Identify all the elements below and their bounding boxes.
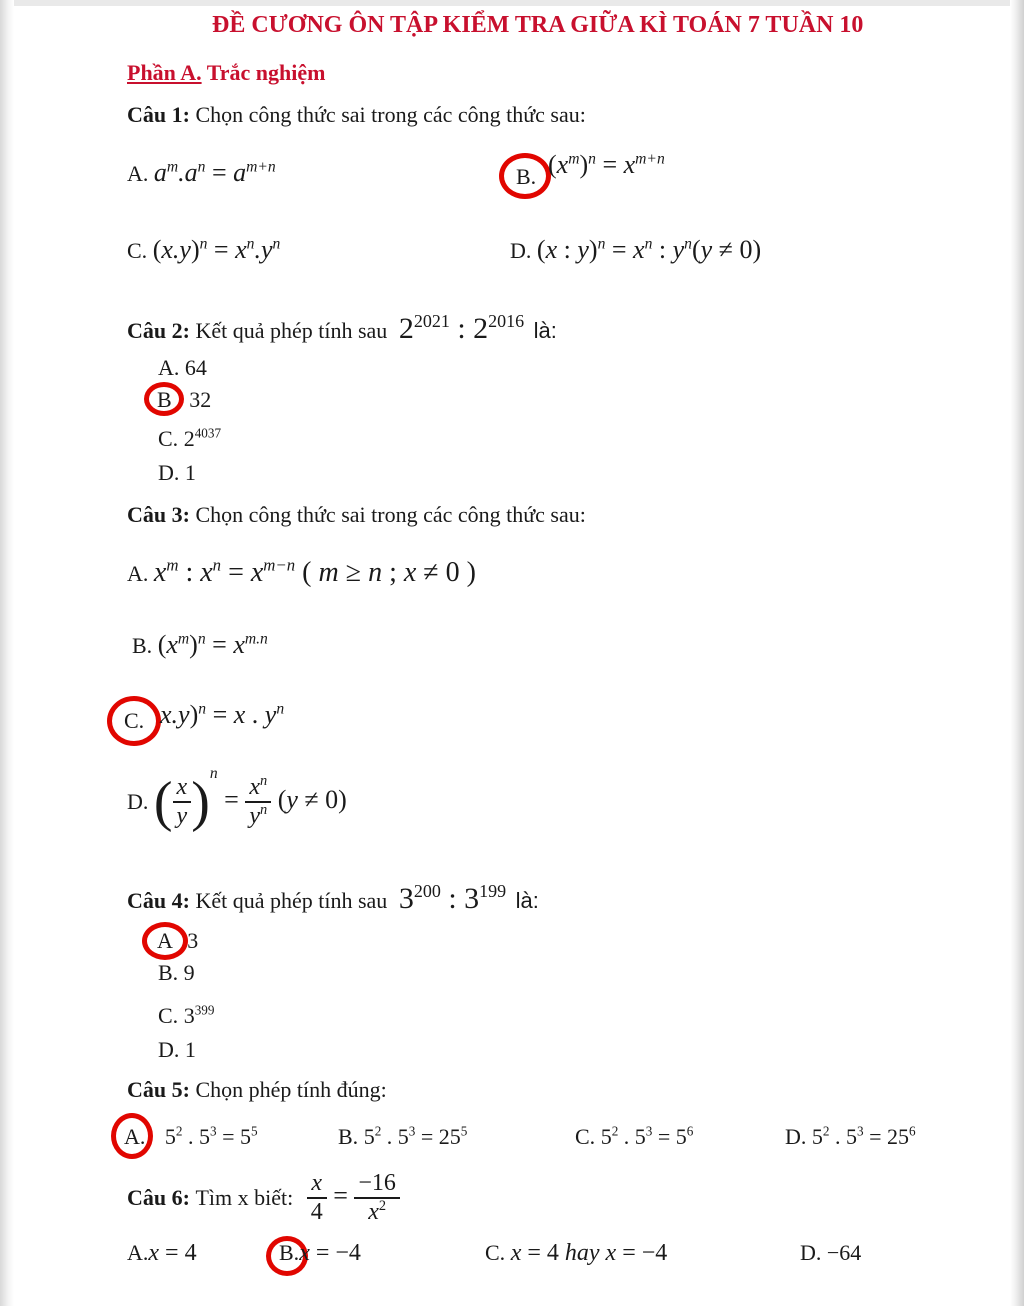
- question-3-text: Chọn công thức sai trong các công thức sau:: [195, 502, 586, 527]
- q6-option-c-connector: hay: [564, 1240, 600, 1266]
- q2-option-b[interactable]: [157, 387, 211, 413]
- left-frame-shadow: [0, 0, 14, 1306]
- question-4-text: Kết quả phép tính sau: [195, 888, 388, 913]
- question-6-stem: [127, 1170, 400, 1226]
- q5-option-b-formula: $5^2$ . $5^3 = 25^5$: [363, 1123, 468, 1149]
- q2-option-c-value: $2^{4037}$: [183, 425, 222, 451]
- question-2-label: Câu 2:: [127, 318, 190, 343]
- q5-option-d-letter: D.: [785, 1124, 807, 1149]
- q5-option-d[interactable]: [785, 1124, 916, 1150]
- q1-option-d-formula: (x : $y)^n = x^n$ : $y^n(y \ne 0)$: [536, 235, 762, 264]
- q1-option-c-formula: $(x.y)^n = x^n.y^n$: [152, 235, 281, 264]
- q6-option-a-letter: A.: [127, 1240, 149, 1265]
- q2-option-c[interactable]: [158, 426, 221, 452]
- question-2-suffix: là:: [533, 318, 557, 343]
- q2-option-b-value: 32: [189, 387, 212, 412]
- q6-option-b-formula: x = −4: [299, 1240, 361, 1266]
- q6-option-d[interactable]: D. −64: [800, 1240, 862, 1265]
- q4-option-a[interactable]: [157, 928, 198, 954]
- q5-option-b[interactable]: [338, 1124, 467, 1150]
- q3-option-b-letter: B.: [132, 633, 153, 658]
- q5-option-d-formula: $5^2$ . $5^3 = 25^6$: [811, 1123, 916, 1149]
- q4-option-c[interactable]: [158, 1003, 214, 1029]
- q1-option-a[interactable]: [127, 158, 276, 188]
- q3-option-d[interactable]: [127, 764, 347, 834]
- section-heading: [127, 60, 325, 86]
- q6-option-a[interactable]: [127, 1240, 197, 1267]
- section-name: Trắc nghiệm: [206, 60, 326, 85]
- q3-option-d-letter: D.: [127, 789, 149, 814]
- q3-option-b-formula: $(x^m)^n = x^{m.n}$: [157, 630, 268, 659]
- q3-option-c-letter: C.: [124, 708, 145, 733]
- question-1-label: Câu 1:: [127, 102, 190, 127]
- q3-option-c[interactable]: [124, 708, 144, 734]
- question-4-expression: $3^{200}$ : $3^{199}$: [398, 881, 507, 915]
- question-5-label: Câu 5:: [127, 1077, 190, 1102]
- q1-option-b[interactable]: [516, 164, 536, 190]
- q5-option-a-formula: $5^2$ . $5^3 = 5^5$: [164, 1123, 258, 1149]
- q5-option-c[interactable]: [575, 1124, 693, 1150]
- question-6-label: Câu 6:: [127, 1185, 190, 1210]
- q1-option-b-letter: B.: [516, 164, 537, 189]
- q6-option-c-formula: x = 4 hay x = −4: [510, 1240, 668, 1266]
- question-3-label: Câu 3:: [127, 502, 190, 527]
- q3-option-c-formula: x.y)$^n$ = x . $y^n$: [160, 700, 285, 729]
- q4-option-a-letter: A: [157, 928, 172, 953]
- question-2-stem: [127, 312, 557, 346]
- q1-option-d-letter: D.: [510, 238, 532, 263]
- question-5-stem: [127, 1077, 387, 1103]
- q4-option-c-letter: C.: [158, 1003, 179, 1028]
- q2-option-b-letter: B: [157, 387, 172, 412]
- q2-option-a[interactable]: A. 64: [158, 355, 207, 380]
- q5-option-a[interactable]: [124, 1124, 258, 1150]
- question-4-label: Câu 4:: [127, 888, 190, 913]
- question-6-equation: $\frac{x}{4}$ = $\frac{-16}{x^2}$: [307, 1181, 400, 1210]
- q2-option-c-letter: C.: [158, 426, 179, 451]
- q5-option-a-letter: A.: [124, 1124, 146, 1149]
- question-5-text: Chọn phép tính đúng:: [195, 1077, 387, 1102]
- question-4-stem: [127, 882, 539, 916]
- question-1-stem: [127, 102, 586, 128]
- q1-option-c[interactable]: [127, 235, 280, 265]
- q3-option-a-formula: $x^m$ : $x^n = x^{m-n}$ ( m ≥ n ; x ≠ 0 ): [153, 555, 476, 588]
- q3-option-d-formula: ( $\frac{x}{y}$ )$^n$ = $\frac{x^n}{y^n}$ (y ≠ 0): [153, 764, 347, 833]
- q5-option-b-letter: B.: [338, 1124, 359, 1149]
- question-4-suffix: là:: [515, 888, 539, 913]
- q5-option-c-formula: $5^2$ . $5^3 = 5^6$: [600, 1123, 694, 1149]
- q4-option-b[interactable]: B. 9: [158, 960, 195, 985]
- q3-option-a[interactable]: [127, 557, 476, 589]
- question-6-text: Tìm x biết:: [195, 1185, 294, 1210]
- q4-option-d[interactable]: D. 1: [158, 1037, 196, 1062]
- q1-option-a-formula: $a^m.a^n = a^{m+n}$: [153, 158, 276, 187]
- q6-option-c-letter: C.: [485, 1240, 506, 1265]
- q6-option-b-letter: B.: [279, 1240, 300, 1265]
- right-frame-shadow: [1010, 0, 1024, 1306]
- q2-option-d[interactable]: D. 1: [158, 460, 196, 485]
- q1-option-a-letter: A.: [127, 161, 149, 186]
- document-title: ĐỀ CƯƠNG ÔN TẬP KIỂM TRA GIỮA KÌ TOÁN 7 TUẦN 10: [212, 12, 864, 38]
- question-2-text: Kết quả phép tính sau: [195, 318, 388, 343]
- question-1-text: Chọn công thức sai trong các công thức sau:: [195, 102, 586, 127]
- section-prefix: Phần A.: [127, 60, 202, 85]
- q3-option-b[interactable]: [132, 630, 268, 660]
- q1-option-d[interactable]: [510, 235, 761, 265]
- q5-option-c-letter: C.: [575, 1124, 596, 1149]
- question-3-stem: [127, 502, 586, 528]
- q6-option-b[interactable]: [279, 1240, 361, 1267]
- top-bar: [0, 0, 1024, 6]
- q6-option-c[interactable]: [485, 1240, 667, 1267]
- q6-option-a-formula: x = 4: [148, 1240, 197, 1266]
- q4-option-a-value: 3: [187, 928, 199, 953]
- q1-option-c-letter: C.: [127, 238, 148, 263]
- q1-option-b-formula: $(x^m)^n = x^{m+n}$: [548, 150, 665, 179]
- q4-option-c-value: $3^{399}$: [183, 1002, 215, 1028]
- question-2-expression: $2^{2021}$ : $2^{2016}$: [398, 311, 525, 345]
- q3-option-a-letter: A.: [127, 561, 149, 586]
